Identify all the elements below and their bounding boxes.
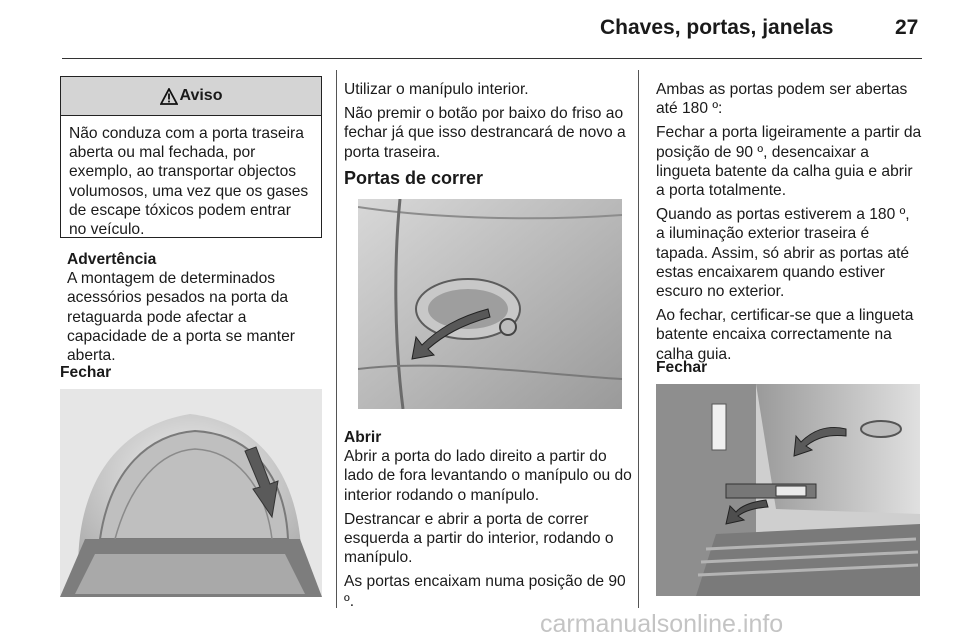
notice-heading: Advertência (67, 251, 157, 268)
warning-header (61, 77, 321, 116)
column-divider-1 (336, 70, 337, 608)
paragraph: Não premir o botão por baixo do friso ao fechar já que isso destrancará de novo a porta traseira. (344, 105, 626, 161)
paragraph: Utilizar o manípulo interior. (344, 81, 529, 98)
paragraph: Ao fechar, certificar-se que a lingueta batente encaixa correctamente na calha guia. (656, 307, 914, 363)
paragraph: Fechar a porta ligeiramente a partir da posição de 90 º, desencaixar a lingueta batente da calha guia e abrir a porta totalmente. (656, 124, 922, 200)
section-heading-sliding-doors: Portas de correr (344, 168, 484, 188)
sliding-door-handle-photo (358, 199, 622, 409)
warning-title: Aviso (179, 87, 223, 104)
warning-triangle-icon (160, 88, 178, 105)
notice-block (67, 250, 329, 365)
paragraph: Quando as portas estiverem a 180 º, a iluminação exterior traseira é tapada. Assim, só abrir as portas até estas encaixarem quando estiver escuro no exterior. (656, 206, 910, 301)
open-heading: Abrir (344, 429, 382, 446)
col2-top-text (344, 80, 630, 167)
paragraph: As portas encaixam numa posição de 90 º. (344, 573, 626, 610)
close-heading-col1: Fechar (60, 364, 112, 381)
warning-box (60, 76, 322, 238)
notice-text: A montagem de determinados acessórios pesados na porta da retaguarda pode afectar a capacidade de a porta se manter aberta. (67, 270, 295, 365)
page-number: 27 (895, 16, 919, 39)
col2-open-text (344, 428, 634, 616)
watermark: carmanualsonline.info (540, 610, 784, 638)
tailgate-photo (60, 389, 322, 597)
paragraph: Ambas as portas podem ser abertas até 180 º: (656, 81, 908, 118)
warning-text: Não conduza com a porta traseira aberta ou mal fechada, por exemplo, ao transportar objectos volumosos, uma vez que os gases de escape tóxicos podem entrar no veículo. (69, 125, 309, 239)
door-stop-photo (656, 384, 920, 596)
col3-text (656, 80, 922, 369)
header-divider (62, 58, 922, 59)
page-section-title: Chaves, portas, janelas (600, 16, 834, 39)
paragraph: Destrancar e abrir a porta de correr esquerda a partir do interior, rodando o manípulo. (344, 510, 614, 567)
column-divider-2 (638, 70, 639, 608)
paragraph: Abrir a porta do lado direito a partir do lado de fora levantando o manípulo ou do interior rodando o manípulo. (344, 448, 632, 504)
close-heading-col3: Fechar (656, 359, 708, 376)
